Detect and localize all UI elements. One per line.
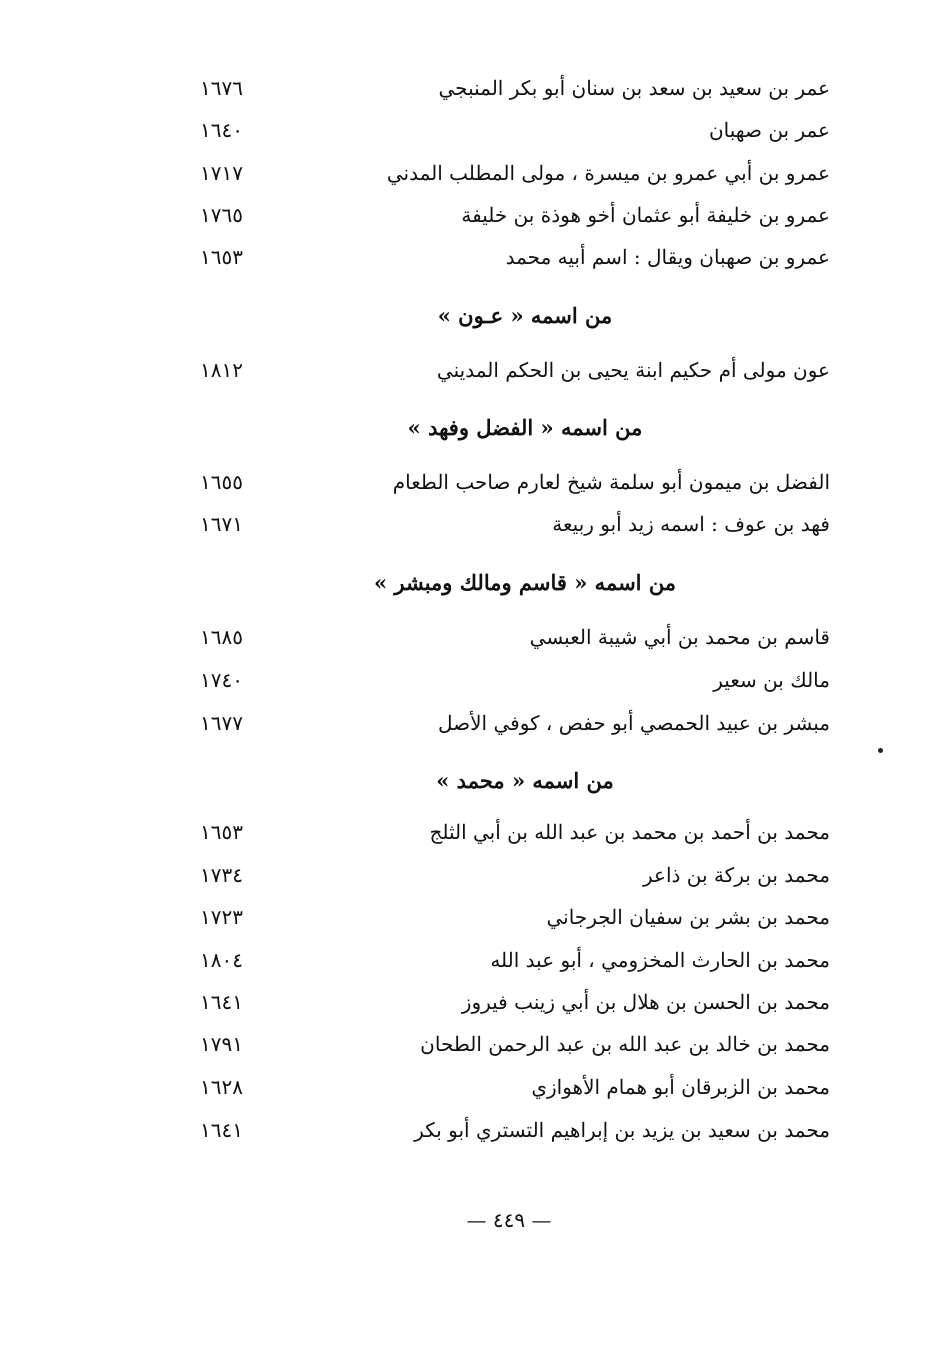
index-entry: [200, 504, 830, 544]
section-heading-text: من اسمه « قاسم ومالك ومبشر »: [373, 569, 677, 595]
entry-name: محمد بن الحارث المخزومي ، أبو عبد الله: [490, 948, 830, 972]
index-entry: [200, 350, 830, 390]
index-entry: [200, 812, 830, 852]
entry-number: ١٦٥٥: [200, 470, 243, 494]
page-footer: [0, 1200, 938, 1240]
entry-name: محمد بن سعيد بن يزيد بن إبراهيم التستري أبو بكر: [414, 1118, 830, 1142]
index-entry: [200, 153, 830, 193]
entry-number: ١٧٢٣: [200, 905, 243, 929]
entry-number: ١٦٢٨: [200, 1075, 243, 1099]
entry-name: عمر بن صهبان: [708, 118, 830, 142]
entry-number: ١٦٨٥: [200, 625, 243, 649]
entry-number: ١٧٦٥: [200, 203, 243, 227]
entry-name: الفضل بن ميمون أبو سلمة شيخ لعارم صاحب الطعام: [392, 470, 830, 494]
index-entry: [200, 1110, 830, 1150]
entry-number: ١٧١٧: [200, 161, 243, 185]
entry-name: عمرو بن خليفة أبو عثمان أخو هوذة بن خليفة: [461, 203, 830, 227]
entry-name: قاسم بن محمد بن أبي شيبة العبسي: [529, 625, 830, 649]
entry-number: ١٦٧٧: [200, 711, 243, 735]
index-entry: [200, 617, 830, 657]
index-entry: [200, 940, 830, 980]
entry-number: ١٦٧٦: [200, 76, 243, 100]
index-entry: [200, 1067, 830, 1107]
entry-number: ١٧٤٠: [200, 668, 243, 692]
index-entry: [200, 703, 830, 743]
entry-number: ١٦٤١: [200, 1118, 243, 1142]
section-heading-fadl: [200, 407, 830, 447]
entry-number: ١٧٩١: [200, 1032, 243, 1056]
page-number: — ٤٤٩ —: [466, 1208, 552, 1232]
entry-name: مبشر بن عبيد الحمصي أبو حفص ، كوفي الأصل: [438, 711, 830, 735]
entry-name: عمرو بن أبي عمرو بن ميسرة ، مولى المطلب المدني: [386, 161, 830, 185]
entry-name: محمد بن الحسن بن هلال بن أبي زينب فيروز: [461, 990, 830, 1014]
section-heading-text: من اسمه « محمد »: [436, 767, 614, 793]
entry-name: عون مولى أم حكيم ابنة يحيى بن الحكم المديني: [436, 358, 830, 382]
index-entry: [200, 660, 830, 700]
entry-number: ١٦٥٣: [200, 820, 243, 844]
entry-number: ١٦٤١: [200, 990, 243, 1014]
index-entry: [200, 462, 830, 502]
section-heading-qasim: [200, 562, 830, 602]
section-heading-text: من اسمه « الفضل وفهد »: [407, 414, 643, 440]
entry-name: عمرو بن صهبان ويقال : اسم أبيه محمد: [505, 245, 830, 269]
entry-name: مالك بن سعير: [713, 668, 830, 692]
entry-number: ١٦٤٠: [200, 118, 243, 142]
entry-name: فهد بن عوف : اسمه زيد أبو ربيعة: [552, 512, 830, 536]
index-entry: [200, 68, 830, 108]
index-entry: [200, 1024, 830, 1064]
index-entry: [200, 195, 830, 235]
index-entry: [200, 897, 830, 937]
entry-name: محمد بن الزبرقان أبو همام الأهوازي: [531, 1075, 830, 1099]
entry-name: محمد بن أحمد بن محمد بن عبد الله بن أبي الثلج: [429, 820, 830, 844]
index-entry: [200, 110, 830, 150]
entry-name: محمد بن بركة بن ذاعر: [643, 863, 830, 887]
scan-speck: [878, 748, 883, 753]
entry-number: ١٦٥٣: [200, 245, 243, 269]
section-heading-muhammad: [200, 760, 830, 800]
index-entry: [200, 855, 830, 895]
entry-number: ١٦٧١: [200, 512, 243, 536]
entry-number: ١٨٠٤: [200, 948, 243, 972]
entry-name: محمد بن بشر بن سفيان الجرجاني: [546, 905, 830, 929]
entry-number: ١٧٣٤: [200, 863, 243, 887]
entry-number: ١٨١٢: [200, 358, 243, 382]
entry-name: عمر بن سعيد بن سعد بن سنان أبو بكر المنبجي: [438, 76, 830, 100]
section-heading-text: من اسمه « عـون »: [437, 302, 613, 328]
index-entry: [200, 982, 830, 1022]
section-heading-awn: [200, 295, 830, 335]
index-entry: [200, 237, 830, 277]
entry-name: محمد بن خالد بن عبد الله بن عبد الرحمن الطحان: [420, 1032, 830, 1056]
